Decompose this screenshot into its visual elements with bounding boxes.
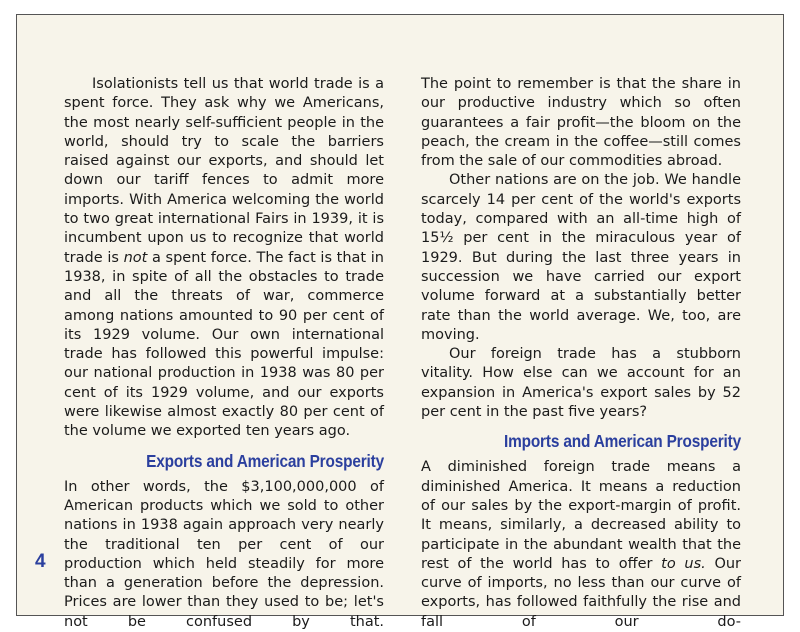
imports-heading: Imports and American Prosperity bbox=[503, 431, 741, 452]
emphasis-not: not bbox=[123, 249, 148, 266]
left-paragraph-1 bbox=[64, 75, 384, 442]
right-paragraph-3: Our foreign trade has a stubborn vitality. How else can we account for an expansion in America's export sales by 52 per cent in the past five years? bbox=[421, 346, 741, 421]
right-paragraph-2: Other nations are on the job. We handle scarcely 14 per cent of the world's exports today, compared with an all-time high of 15½ per cent in the miraculous year of 1929. But during the last three years in succession we have carried our export volume forward at a substantially better rate than the world average. We, too, are moving. bbox=[421, 172, 741, 343]
right-paragraph-4-text: A diminished foreign trade means a diminished America. It means a reduction of our sales by the export-margin of profit. It means, similarly, a decreased ability to participate in the abundant wealth that the rest of the world has to offer bbox=[421, 459, 741, 572]
right-paragraph-1: The point to remember is that the share in our productive industry which so often guarantees a fair profit—the bloom on the peach, the cream in the coffee—still comes from the sale of our commodities abroad. bbox=[421, 76, 741, 170]
right-paragraph-4 bbox=[421, 458, 741, 632]
emphasis-to-us: to us. bbox=[661, 555, 706, 572]
document-page bbox=[16, 14, 784, 630]
right-paragraph-4-end: Our curve of imports, no less than our curve of exports, has followed faithfully the rise and fall of our do- bbox=[421, 555, 742, 630]
left-column bbox=[64, 75, 384, 632]
left-paragraph-2: In other words, the $3,100,000,000 of American products which we sold to other nations in 1938 again approach very nearly the traditional ten per cent of our production which held steadily for more than a generation before the depression. Prices are lower than they used to be; let's not be confused by that. bbox=[64, 478, 384, 630]
left-paragraph-1-end: a spent force. The fact is that in 1938, in spite of all the obstacles to trade and all the threats of war, commerce among nations amounted to 90 per cent of its 1929 volume. Our own international trade has followed this powerful impulse: our national production in 1938 was 80 per cent of its 1929 volume, and our exports were likewise almost exactly 80 per cent of the volume we exported ten years ago. bbox=[64, 249, 384, 440]
left-paragraph-1-text: Isolationists tell us that world trade is a spent force. They ask why we Americans, the most nearly self-sufficient people in the world, should try to scale the barriers raised against our exports, and should let down our tariff fences to admit more imports. With America welcoming the world to two great international Fairs in 1939, it is incumbent upon us to recognize that world trade is bbox=[64, 76, 384, 266]
exports-heading: Exports and American Prosperity bbox=[146, 450, 384, 471]
right-column bbox=[421, 75, 741, 632]
page-number: 4 bbox=[35, 551, 46, 572]
